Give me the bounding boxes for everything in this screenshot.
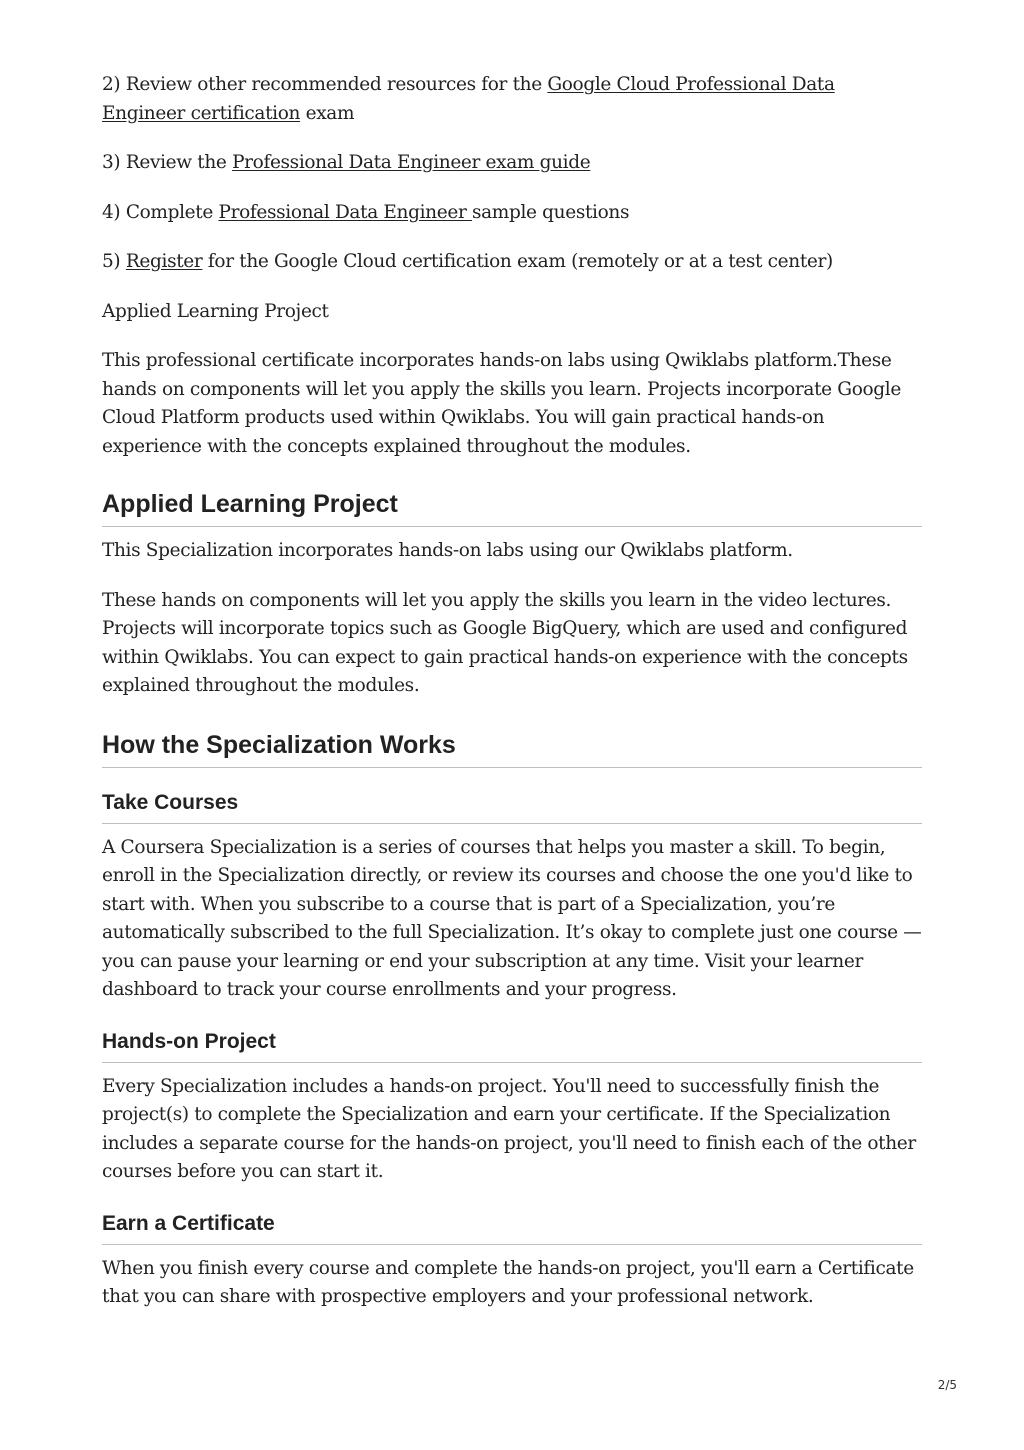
step-4-suffix: sample questions (471, 201, 630, 223)
hands-on-project-heading: Hands-on Project (102, 1029, 922, 1063)
applied-learning-label: Applied Learning Project (102, 300, 329, 322)
data-engineer-certification-link[interactable]: Google Cloud Professional Data Engineer certification (102, 74, 835, 124)
document-page (102, 71, 922, 1333)
sample-questions-link[interactable]: Professional Data Engineer (218, 201, 472, 223)
applied-learning-paragraph-1: This Specialization incorporates hands-on labs using our Qwiklabs platform. (102, 540, 793, 561)
earn-certificate-heading: Earn a Certificate (102, 1211, 922, 1245)
earn-certificate-text: When you finish every course and complete the hands-on project, you'll earn a Certificate that you can share with prospective employers and your professional network. (102, 1257, 914, 1307)
page-number: 2/5 (937, 1378, 957, 1392)
register-link[interactable]: Register (125, 251, 203, 272)
how-specialization-works-heading: How the Specialization Works (102, 730, 922, 768)
step-5-prefix: 5) (102, 251, 126, 272)
step-3-prefix: 3) Review the (102, 152, 233, 173)
take-courses-text: A Coursera Specialization is a series of courses that helps you master a skill. To begin, enroll in the Specialization directly, or review its courses and choose the one you'd like to start with. When you subscribe to a course that is part of a Specialization, you’re automatically subscribed to the full Specialization. It’s okay to complete just one course — you can pause your learning or end your subscription at any time. Visit your learner dashboard to track your course enrollments and your progress. (102, 836, 922, 1000)
applied-learning-heading: Applied Learning Project (102, 489, 922, 527)
step-5-paragraph (102, 248, 922, 277)
hands-on-project-text: Every Specialization includes a hands-on project. You'll need to successfully finish the project(s) to complete the Specialization and earn your certificate. If the Specialization includes a separate course for the hands-on project, you'll need to finish each of the other courses before you can start it. (102, 1075, 916, 1182)
applied-learning-paragraph-2: These hands on components will let you apply the skills you learn in the video lectures. Projects will incorporate topics such as Google BigQuery, which are used and configured within Qwiklabs. You can expect to gain practical hands-on experience with the concepts explained throughout the modules. (102, 589, 908, 696)
step-2-paragraph (102, 71, 922, 128)
step-2-suffix: exam (300, 102, 355, 124)
step-4-prefix: 4) Complete (102, 201, 219, 223)
step-4-paragraph (102, 199, 922, 228)
step-5-suffix: for the Google Cloud certification exam (remotely or at a test center) (202, 251, 833, 272)
step-3-paragraph (102, 149, 922, 178)
exam-guide-link[interactable]: Professional Data Engineer exam guide (232, 152, 591, 173)
take-courses-heading: Take Courses (102, 790, 922, 824)
step-2-prefix: 2) Review other recommended resources for the (102, 74, 548, 95)
applied-learning-intro-text: This professional certificate incorporates hands-on labs using Qwiklabs platform.These hands on components will let you apply the skills you learn. Projects incorporate Google Cloud Platform products used within Qwiklabs. You will gain practical hands-on experience with the concepts explained throughout the modules. (102, 350, 901, 457)
